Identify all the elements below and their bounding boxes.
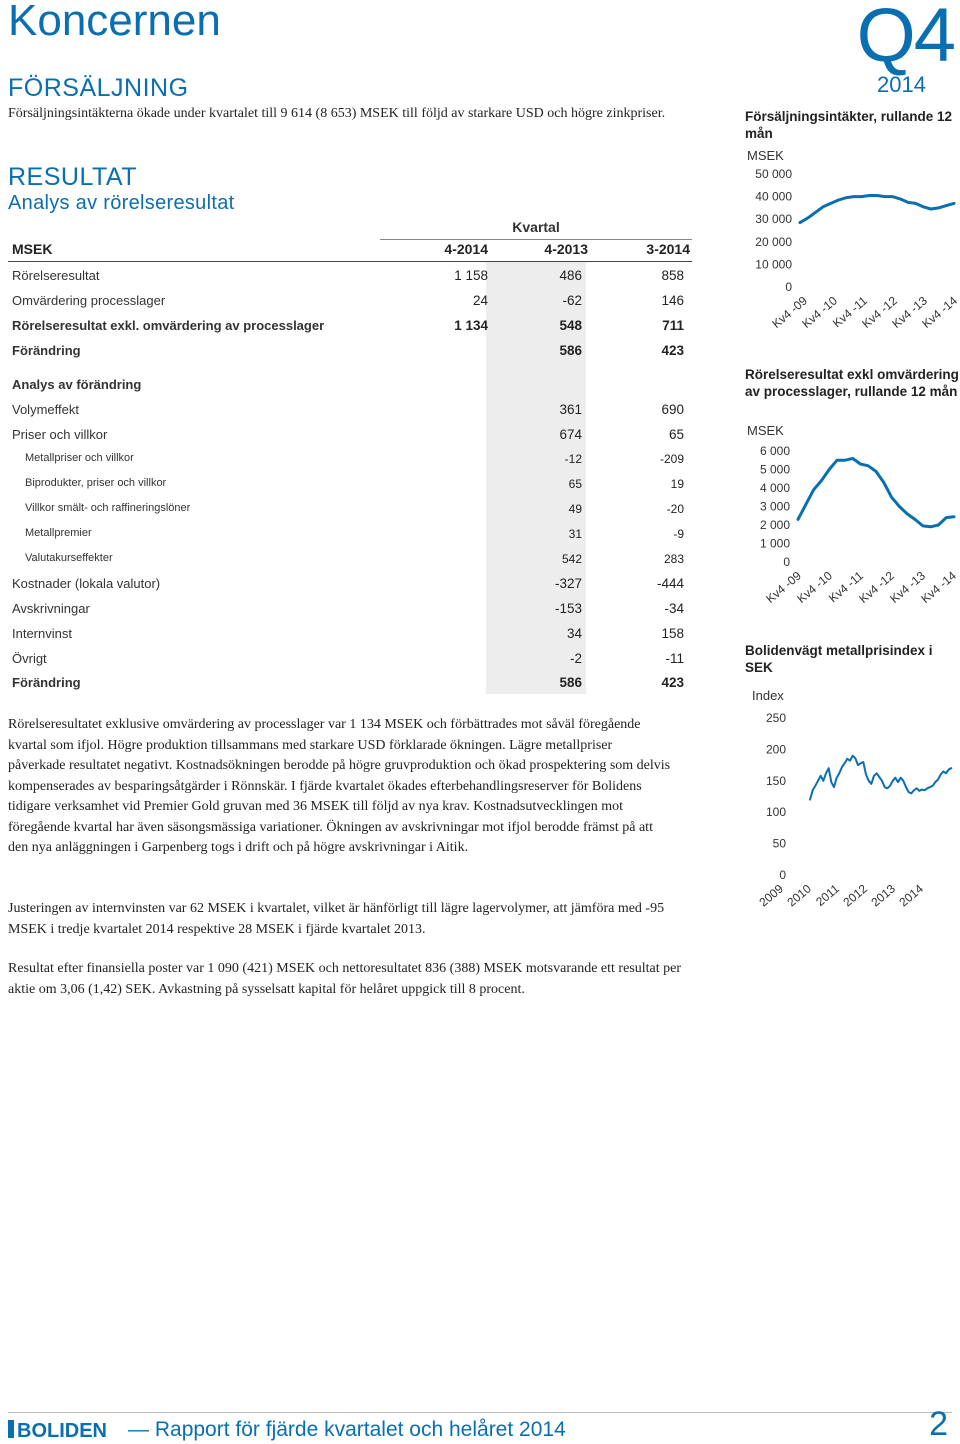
y-tick-label: 0 <box>783 555 790 569</box>
cell: -209 <box>659 452 684 466</box>
logo-mark <box>8 1420 14 1438</box>
cell: 146 <box>661 293 684 308</box>
row-label: Övrigt <box>12 651 47 666</box>
x-tick-label: Kv4 -11 <box>829 293 870 331</box>
result-subheading: Analys av rörelseresultat <box>8 192 235 214</box>
x-tick-label: Kv4 -09 <box>763 568 804 606</box>
table-header-col: 3-2014 <box>646 241 690 257</box>
cell: 586 <box>559 343 582 358</box>
table-row <box>8 448 692 472</box>
cell: 711 <box>662 318 684 333</box>
row-label: Rörelseresultat <box>12 268 100 283</box>
cell: -62 <box>562 293 582 308</box>
y-tick-label: 0 <box>779 868 786 882</box>
y-tick-label: 200 <box>765 742 786 757</box>
cell: -153 <box>554 601 582 616</box>
y-tick-label: 2 000 <box>759 518 790 532</box>
y-tick-label: 40 000 <box>755 189 792 204</box>
row-label: Biprodukter, priser och villkor <box>25 477 167 489</box>
row-label: Förändring <box>12 343 81 358</box>
table-row <box>8 597 692 621</box>
quarter-year: 2014 <box>877 72 926 97</box>
cell: 1 134 <box>454 318 488 333</box>
chart-title: Rörelseresultat exkl omvärdering av processlager, rullande 12 mån <box>745 367 959 399</box>
table-row <box>8 423 692 447</box>
row-label: Internvinst <box>12 626 72 641</box>
boliden-logo <box>8 1418 120 1440</box>
page-number: 2 <box>929 1405 948 1443</box>
table-row <box>8 622 692 646</box>
table-row <box>8 264 692 288</box>
chart-unit: MSEK <box>747 423 784 438</box>
x-tick-label: Kv4 -10 <box>794 568 835 606</box>
table-row <box>8 671 692 695</box>
x-tick-label: Kv4 -13 <box>889 293 930 331</box>
table-header-col: 4-2013 <box>544 241 588 257</box>
y-tick-label: 6 000 <box>759 444 790 458</box>
row-label: Omvärdering processlager <box>12 293 166 308</box>
x-tick-label: Kv4 -10 <box>799 293 840 331</box>
row-label: Villkor smält- och raffineringslöner <box>25 502 191 514</box>
cell: -9 <box>673 527 684 541</box>
metal-price-index-chart <box>740 700 960 920</box>
cell: 423 <box>661 343 684 358</box>
table-row <box>8 498 692 522</box>
y-tick-label: 50 <box>772 836 786 851</box>
table-row <box>8 548 692 572</box>
series-line <box>800 196 954 223</box>
paragraph: Justeringen av internvinsten var 62 MSEK i kvartalet, vilket är hänförligt till lägre lagervolymer, att jämföra med -95 MSEK i tredje kvartalet 2014 respektive 28 MSEK i fjärde kvartalet 2013. <box>8 901 665 937</box>
cell: -327 <box>554 576 582 591</box>
cell: -12 <box>564 452 582 466</box>
row-label: Priser och villkor <box>12 427 108 442</box>
table-header-col: 4-2014 <box>444 241 488 257</box>
quarter-badge: Q4 <box>856 0 954 78</box>
y-tick-label: 0 <box>785 280 792 294</box>
x-tick-label: Kv4 -11 <box>825 568 866 606</box>
y-tick-label: 100 <box>765 805 786 820</box>
cell: 65 <box>668 427 684 442</box>
y-tick-label: 4 000 <box>759 481 790 495</box>
x-tick-label: Kv4 -14 <box>919 293 960 331</box>
table-row <box>8 314 692 338</box>
cell: -2 <box>569 651 582 666</box>
chart-title: Bolidenvägt metallprisindex i SEK <box>745 643 933 675</box>
y-tick-label: 20 000 <box>755 234 792 249</box>
y-tick-label: 250 <box>765 711 786 725</box>
x-tick-label: Kv4 -09 <box>769 293 810 331</box>
table-row <box>8 398 692 422</box>
x-tick-label: 2014 <box>896 881 926 910</box>
cell: 283 <box>663 552 684 566</box>
table-row <box>8 289 692 313</box>
y-tick-label: 1 000 <box>759 536 790 551</box>
cell: -444 <box>656 576 684 591</box>
cell: 1 158 <box>454 268 488 283</box>
table-group-rule <box>380 239 692 240</box>
table-row <box>8 523 692 547</box>
paragraph: Resultat efter finansiella poster var 1 090 (421) MSEK och nettoresultatet 836 (388) MSEK motsvarande ett resultat per aktie om 3,06 (1,42) SEK. Avkastning på sysselsatt kapital för helåret uppgick till 8 procent. <box>8 961 681 997</box>
footer-dash: — <box>128 1418 155 1441</box>
row-label: Valutakurseffekter <box>25 552 113 564</box>
x-tick-label: 2013 <box>868 881 898 910</box>
cell: 31 <box>568 527 582 541</box>
sales-chart <box>740 162 960 342</box>
x-tick-label: Kv4 -13 <box>887 568 928 606</box>
operating-result-chart <box>740 437 960 617</box>
cell: 24 <box>472 293 488 308</box>
sales-text: Försäljningsintäkterna ökade under kvartalet till 9 614 (8 653) MSEK till följd av starkare USD och högre zinkpriser. <box>8 106 666 121</box>
cell: 548 <box>559 318 582 333</box>
footer-text <box>128 1418 566 1442</box>
chart-unit: MSEK <box>747 148 784 163</box>
y-tick-label: 30 000 <box>755 212 792 227</box>
cell: -34 <box>664 601 684 616</box>
row-label: Rörelseresultat exkl. omvärdering av processlager <box>12 318 325 333</box>
x-tick-label: 2009 <box>756 881 786 910</box>
logo-text: BOLIDEN <box>17 1420 107 1440</box>
row-label: Analys av förändring <box>12 377 142 392</box>
table-header-unit: MSEK <box>12 241 53 257</box>
y-tick-label: 10 000 <box>755 257 792 272</box>
table-group-label: Kvartal <box>512 219 560 235</box>
series-line <box>810 756 951 800</box>
cell: 542 <box>561 552 582 566</box>
cell: 674 <box>559 427 582 442</box>
row-label: Kostnader (lokala valutor) <box>12 576 161 591</box>
chart-title: Försäljningsintäkter, rullande 12 mån <box>745 109 953 141</box>
y-tick-label: 50 000 <box>755 167 792 181</box>
y-tick-label: 3 000 <box>759 499 790 514</box>
x-tick-label: 2011 <box>813 881 842 909</box>
y-tick-label: 5 000 <box>759 462 790 477</box>
paragraph: Rörelseresultatet exklusive omvärdering av processlager var 1 134 MSEK och förbättrades mot såväl föregående kvartal som ifjol. Högre produktion tillsammans med starkare USD förklarade ökningen. Lägre metallpriser påverkade resultatet negativt. Kostnadsökningen berodde på högre gruvproduktion och ökad prospektering som delvis kompenserades av besparingsåtgärder i Rönnskär. I fjärde kvartalet ökades efterbehandlingsreserver för Bolidens tidigare verksamhet vid Premier Gold gruvan med 36 MSEK till följd av nya krav. Kostnadsutvecklingen mot föregående kvartal har även säsongsmässiga variationer. Ökningen av avskrivningar mot ifjol berodde främst på att den nya anläggningen i Garpenberg togs i drift och på högre avskrivningar i Aitik. <box>8 717 671 855</box>
sales-heading: FÖRSÄLJNING <box>8 74 189 102</box>
cell: 361 <box>559 402 582 417</box>
row-label: Volymeffekt <box>12 402 79 417</box>
table-row <box>8 373 692 397</box>
row-label: Avskrivningar <box>12 601 90 616</box>
cell: 486 <box>559 268 582 283</box>
footer-rule <box>8 1412 952 1413</box>
cell: 19 <box>670 477 684 491</box>
result-heading: RESULTAT <box>8 163 138 191</box>
page-title: Koncernen <box>8 0 221 45</box>
cell: 586 <box>559 675 582 690</box>
y-tick-label: 150 <box>765 773 786 788</box>
x-tick-label: Kv4 -14 <box>918 568 959 606</box>
row-label: Metallpremier <box>25 527 92 539</box>
cell: -20 <box>666 502 684 516</box>
x-tick-label: Kv4 -12 <box>859 293 900 331</box>
table-row <box>8 473 692 497</box>
cell: -11 <box>665 651 684 666</box>
x-tick-label: Kv4 -12 <box>856 568 897 606</box>
footer-title: Rapport för fjärde kvartalet och helåret 2014 <box>154 1418 566 1441</box>
table-row <box>8 339 692 363</box>
table-header <box>8 241 692 262</box>
cell: 158 <box>661 626 684 641</box>
cell: 49 <box>568 502 582 516</box>
x-tick-label: 2012 <box>840 881 870 910</box>
cell: 690 <box>661 402 684 417</box>
table-row <box>8 647 692 671</box>
chart-unit: Index <box>752 688 784 703</box>
x-tick-label: 2010 <box>784 881 814 910</box>
cell: 858 <box>661 268 684 283</box>
table-row <box>8 572 692 596</box>
row-label: Förändring <box>12 675 81 690</box>
row-label: Metallpriser och villkor <box>25 452 134 464</box>
cell: 34 <box>566 626 582 641</box>
cell: 65 <box>568 477 582 491</box>
cell: 423 <box>661 675 684 690</box>
series-line <box>798 458 954 526</box>
